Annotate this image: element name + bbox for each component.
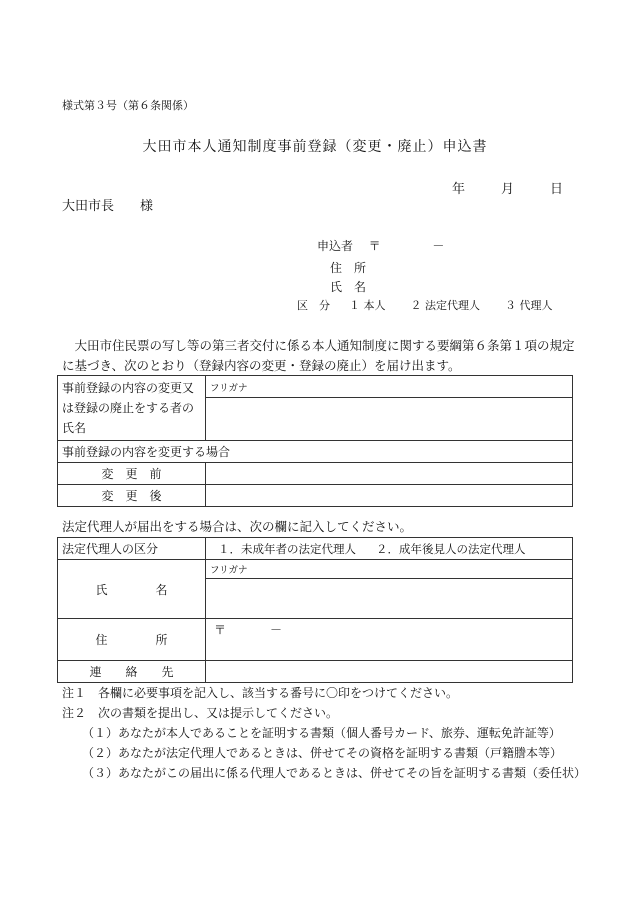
representative-intro: 法定代理人が届出をする場合は、次の欄に記入してください。 — [62, 519, 413, 534]
rep-option-1[interactable]: １．未成年者の法定代理人 — [218, 541, 356, 556]
applicant-name-label: 氏 名 — [330, 280, 367, 294]
rep-option-2[interactable]: ２．成年後見人の法定代理人 — [376, 541, 526, 556]
category-option-2: ２ 法定代理人 — [410, 299, 480, 312]
category-option-1: １ 本人 — [349, 299, 386, 312]
applicant-postal-row — [317, 237, 444, 254]
rep-address-label: 住 所 — [58, 619, 206, 661]
after-change-label: 変 更 後 — [58, 485, 206, 507]
category-label: 区 分 — [297, 299, 330, 312]
representative-table — [57, 537, 573, 683]
registrant-name-field[interactable] — [206, 398, 573, 441]
date-year-label: 年 — [452, 182, 466, 197]
rep-postal-dash: － — [270, 623, 283, 637]
note-1: 注１ 各欄に必要事項を記入し、該当する番号に〇印をつけてください。 — [62, 686, 459, 700]
furigana-label: フリガナ — [206, 376, 573, 398]
date-fields — [452, 178, 563, 197]
rep-category-options[interactable] — [206, 538, 573, 560]
intro-text: 大田市住民票の写し等の第三者交付に係る本人通知制度に関する要綱第６条第１項の規定に基づき、次のとおり（登録内容の変更・登録の廃止）を届け出ます。 — [62, 338, 575, 373]
registrant-name-header: 事前登録の内容の変更又は登録の廃止をする者の氏名 — [58, 376, 206, 441]
after-change-field[interactable] — [206, 485, 573, 507]
rep-contact-field[interactable] — [206, 661, 573, 683]
rep-contact-label: 連 絡 先 — [58, 661, 206, 683]
rep-address-field[interactable] — [206, 619, 573, 661]
change-section-header: 事前登録の内容を変更する場合 — [58, 441, 573, 463]
form-number: 様式第３号（第６条関係） — [62, 99, 194, 112]
note-2-item-3: （３）あなたがこの届出に係る代理人であるときは、併せてその旨を証明する書類（委任状） — [82, 766, 587, 780]
rep-postal-mark: 〒 — [214, 623, 227, 637]
postal-dash: － — [432, 239, 445, 253]
rep-name-label: 氏 名 — [58, 560, 206, 619]
applicant-category-row — [297, 297, 553, 313]
registration-table — [57, 375, 573, 507]
note-2-item-2: （２）あなたが法定代理人であるときは、併せてその資格を証明する書類（戸籍謄本等） — [82, 746, 563, 760]
postal-mark: 〒 — [368, 239, 381, 253]
rep-category-label: 法定代理人の区分 — [58, 538, 206, 560]
addressee: 大田市長 様 — [62, 199, 154, 214]
note-2-item-1: （１）あなたが本人であることを証明する書類（個人番号カード、旅券、運転免許証等） — [82, 726, 561, 740]
before-change-label: 変 更 前 — [58, 463, 206, 485]
note-2: 注２ 次の書類を提出し、又は提示してください。 — [62, 706, 339, 720]
rep-furigana-label: フリガナ — [206, 560, 573, 579]
date-day-label: 日 — [550, 182, 564, 197]
applicant-label: 申込者 — [317, 239, 354, 253]
rep-name-field[interactable] — [206, 579, 573, 619]
applicant-address-label: 住 所 — [330, 261, 367, 275]
category-option-3: ３ 代理人 — [505, 299, 553, 312]
date-month-label: 月 — [501, 182, 515, 197]
before-change-field[interactable] — [206, 463, 573, 485]
form-title: 大田市本人通知制度事前登録（変更・廃止）申込書 — [142, 139, 488, 155]
